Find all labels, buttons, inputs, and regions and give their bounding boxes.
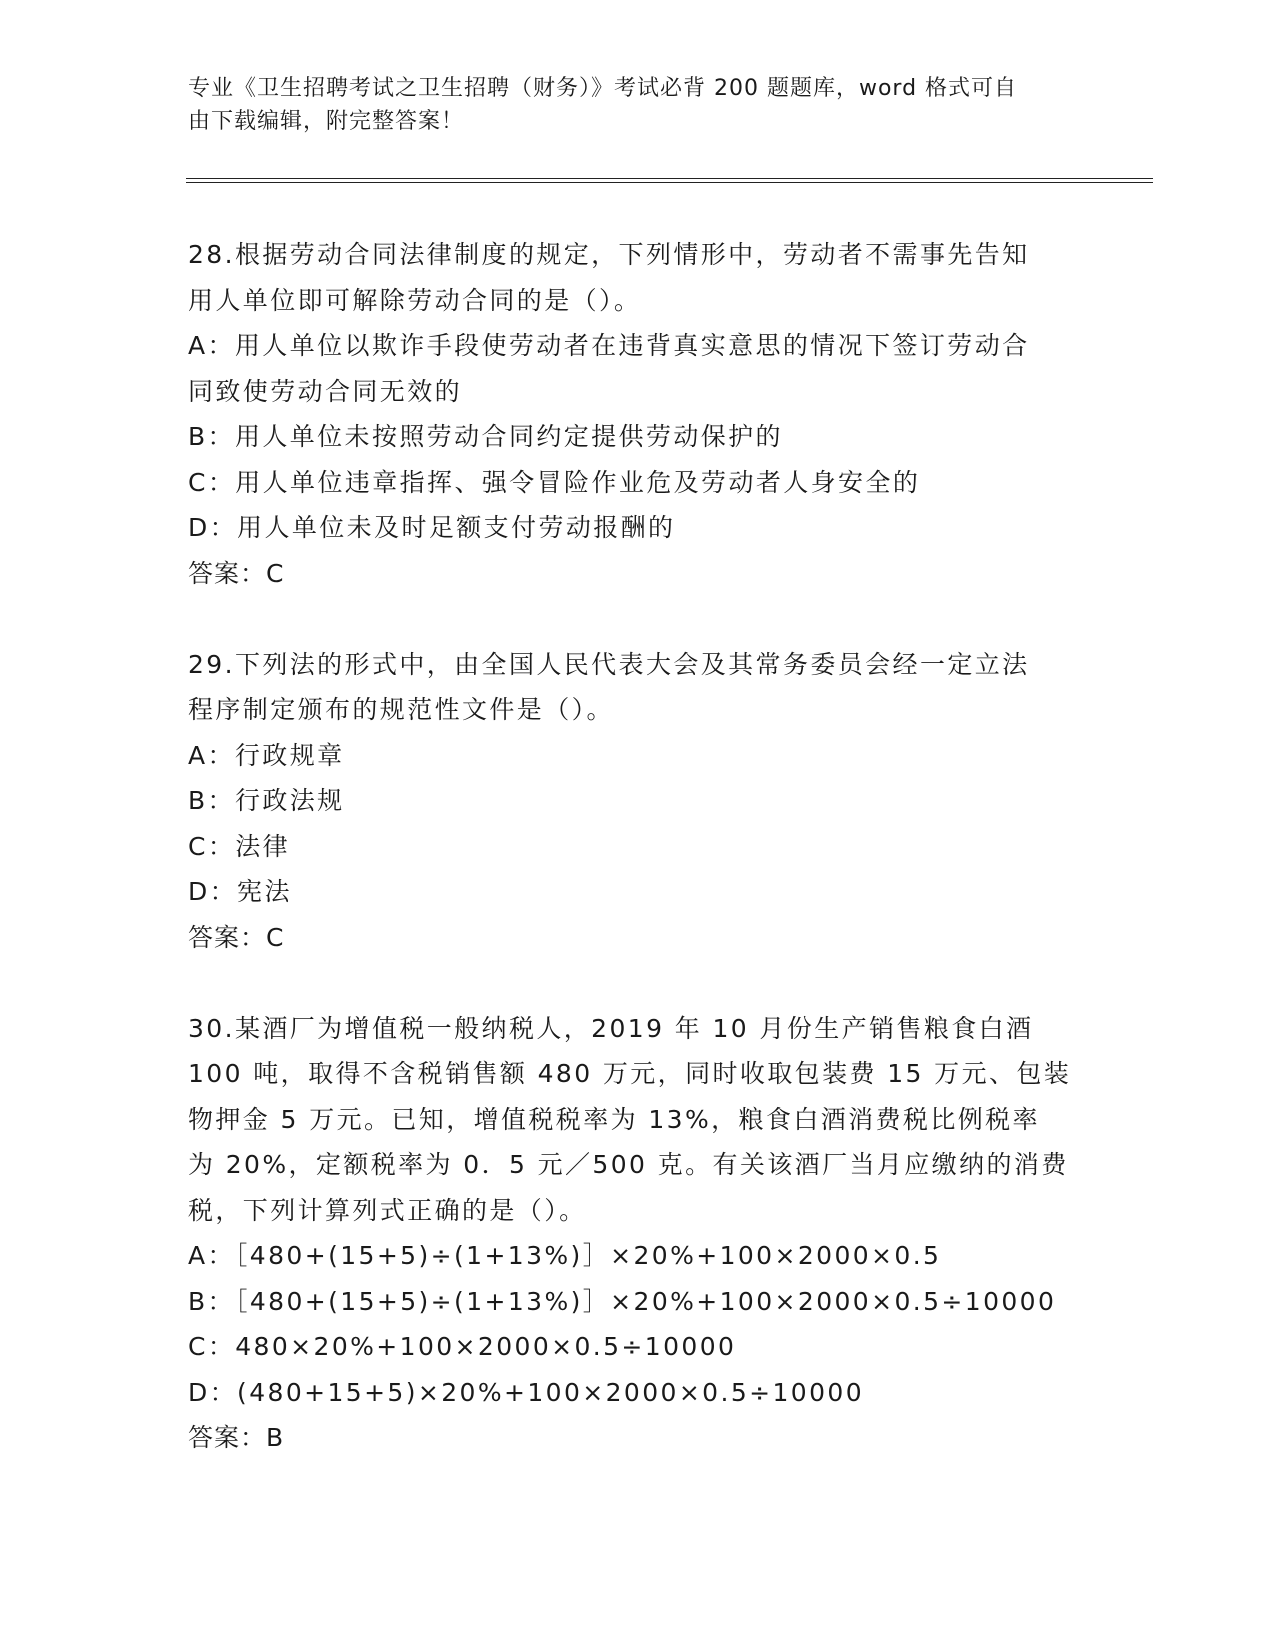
question-stem-line: 100 吨，取得不含税销售额 480 万元，同时收取包装费 15 万元、包装 [188,1059,1072,1088]
question-stem-line: 税，下列计算列式正确的是（）。 [188,1195,587,1225]
option-b: B：行政法规 [188,786,345,815]
answer-text: 答案：C [188,922,285,952]
question-stem-line: 物押金 5 万元。已知，增值税税率为 13%，粮食白酒消费税比例税率 [188,1104,1040,1134]
answer-text: 答案：C [188,558,285,588]
question-stem-line: 用人单位即可解除劳动合同的是（）。 [188,285,642,315]
option-b: B：［480+(15+5)÷(1+13%)］×20%+100×2000×0.5÷10000 [188,1286,1057,1316]
option-a-continued: 同致使劳动合同无效的 [188,376,463,406]
answer-text: 答案：B [188,1423,285,1452]
option-d: D：宪法 [188,877,292,906]
question-stem-line: 为 20%，定额税率为 0．5 元／500 克。有关该酒厂当月应缴纳的消费 [188,1150,1069,1179]
question-stem-line: 30.某酒厂为增值税一般纳税人，2019 年 10 月份生产销售粮食白酒 [188,1013,1034,1043]
question-stem-line: 29.下列法的形式中，由全国人民代表大会及其常务委员会经一定立法 [188,649,1030,679]
document-header [188,72,1068,138]
question-spacer [188,960,1088,1006]
question-28 [188,232,1088,596]
option-a: A：用人单位以欺诈手段使劳动者在违背真实意思的情况下签订劳动合 [188,331,1030,360]
header-divider-bottom [186,182,1153,183]
question-stem-line: 28.根据劳动合同法律制度的规定，下列情形中，劳动者不需事先告知 [188,240,1030,269]
option-c: C：法律 [188,831,291,861]
question-29 [188,642,1088,961]
option-c: C：用人单位违章指挥、强令冒险作业危及劳动者人身安全的 [188,467,921,497]
header-line: 专业《卫生招聘考试之卫生招聘（财务）》考试必背 200 题题库，word 格式可自 [188,76,1018,101]
question-stem-line: 程序制定颁布的规范性文件是（）。 [188,695,614,724]
question-list [188,232,1088,1461]
header-divider-top [186,178,1153,179]
option-c: C：480×20%+100×2000×0.5÷10000 [188,1332,737,1361]
option-a: A：行政规章 [188,740,345,770]
option-d: D：用人单位未及时足额支付劳动报酬的 [188,513,676,542]
question-30 [188,1006,1088,1461]
option-a: A：［480+(15+5)÷(1+13%)］×20%+100×2000×0.5 [188,1241,942,1270]
option-d: D：(480+15+5)×20%+100×2000×0.5÷10000 [188,1377,865,1407]
question-spacer [188,596,1088,642]
option-b: B：用人单位未按照劳动合同约定提供劳动保护的 [188,422,783,451]
header-line: 由下载编辑，附完整答案！ [188,109,465,134]
